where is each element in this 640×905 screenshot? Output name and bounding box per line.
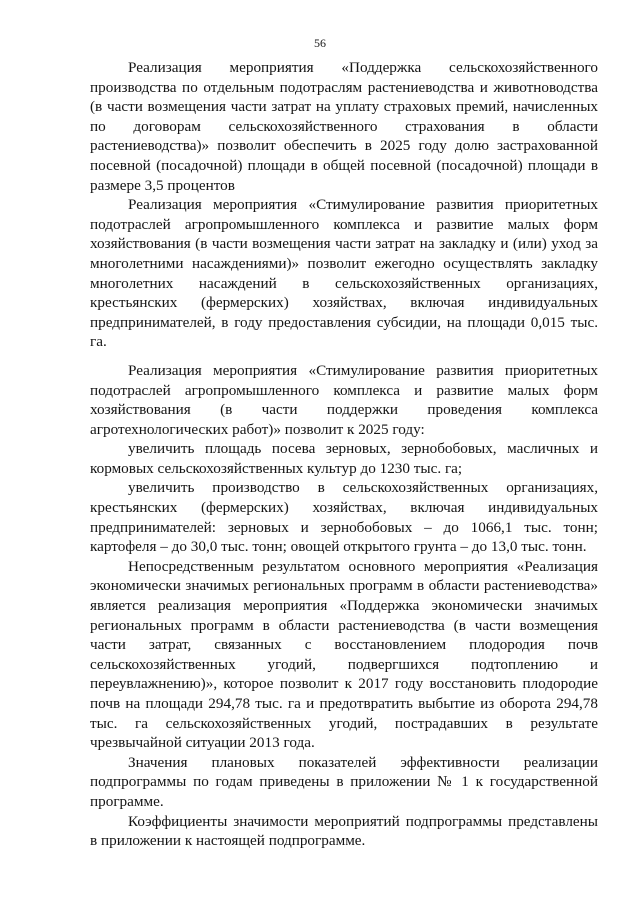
paragraph-production-increase: увеличить производство в сельскохозяйственных организациях, крестьянских (фермерских) хозяйствах, включая индивидуальных предпринимателей: зерновых и зернобобовых – до 1066,1 тыс. тонн; картофеля – до 30,0 тыс. тонн; овощей открытого грунта – до 13,0 тыс. тонн. [90,479,598,556]
document-body [90,58,598,851]
paragraph-indicators: Значения плановых показателей эффективности реализации подпрограммы по годам приведены в приложении № 1 к государственной программе. [90,753,598,810]
paragraph-coefficients: Коэффициенты значимости мероприятий подпрограммы представлены в приложении к настоящей подпрограмме. [90,812,598,850]
paragraph-soil-fertility: Непосредственным результатом основного мероприятия «Реализация экономически значимых региональных программ в области растениеводства» является реализация мероприятия «Поддержка экономически значимых региональных программ в области растениеводства (в части возмещения части затрат, связанных с восстановлением плодородия почв сельскохозяйственных угодий, подвергшихся подтоплению и переувлажнению)», которое позволит к 2017 году восстановить плодородие почв на площади 294,78 тыс. га и предотвратить выбытие из оборота 294,78 тыс. га сельскохозяйственных угодий, пострадавших в результате чрезвычайной ситуации 2013 года. [90,557,598,752]
paragraph-insurance: Реализация мероприятия «Поддержка сельскохозяйственного производства по отдельным подотраслям растениеводства и животноводства (в части возмещения части затрат на уплату страховых премий, начисленных по договорам сельскохозяйственного страхования в области растениеводства)» позволит обеспечить в 2025 году долю застрахованной посевной (посадочной) площади в общей посевной (посадочной) площади в размере 3,5 процентов [90,59,598,194]
paragraph-sowing-area: увеличить площадь посева зерновых, зернобобовых, масличных и кормовых сельскохозяйственных культур до 1230 тыс. га; [90,440,598,477]
paragraph-perennial-plantings: Реализация мероприятия «Стимулирование развития приоритетных подотраслей агропромышленного комплекса и развитие малых форм хозяйствования (в части возмещения части затрат на закладку и (или) уход за многолетними насаждениями)» позволит ежегодно осуществлять закладку многолетних насаждений в сельскохозяйственных организациях, крестьянских (фермерских) хозяйствах, включая индивидуальных предпринимателей, в году предоставления субсидии, на площади 0,015 тыс. га. [90,196,598,351]
page-number: 56 [314,36,326,50]
paragraph-agrotech-works: Реализация мероприятия «Стимулирование развития приоритетных подотраслей агропромышленного комплекса и развитие малых форм хозяйствования (в части поддержки проведения комплекса агротехнологических работ)» позволит к 2025 году: [90,361,598,438]
